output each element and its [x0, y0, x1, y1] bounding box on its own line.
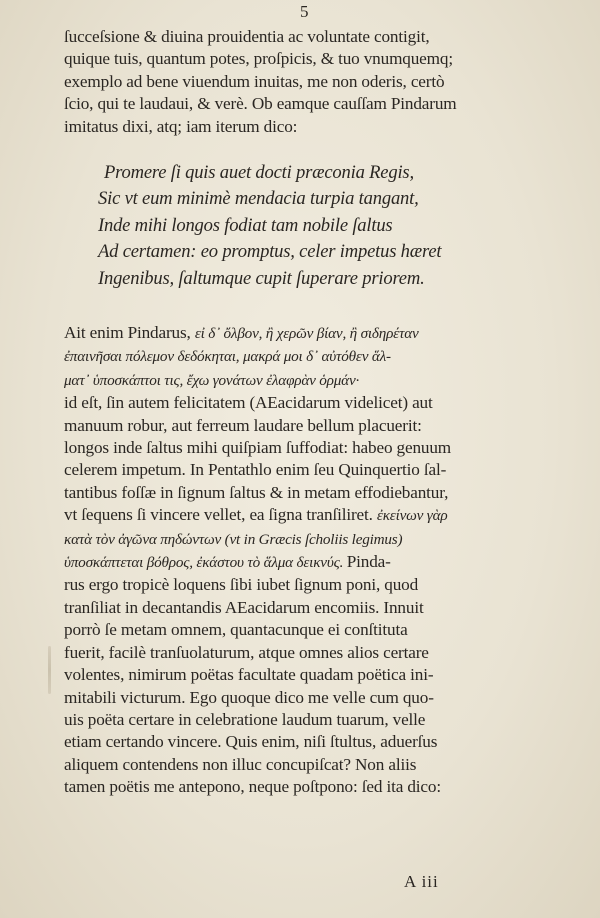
text-line: tamen poëtis me antepono, neque poſtpono: ſed ita dico:	[64, 777, 441, 797]
greek-text: ὑποσκάπτεται βόθρος, ἐκάστου τὸ ἅλμα δεικνύς.	[64, 554, 347, 572]
verse-line: Ad certamen: eo promptus, celer impetus hæret	[98, 241, 442, 263]
text-line	[64, 369, 548, 392]
prose-intro	[64, 26, 548, 138]
text-line: aliquem contendens non illuc concupiſcat? Non aliis	[64, 754, 417, 774]
text-line: imitatus dixi, atq; iam iterum dico:	[64, 116, 298, 136]
page-number: 5	[300, 2, 309, 21]
text-line	[64, 504, 548, 527]
greek-text: ματ᾽ ὑποσκάπτοι τις, ἔχω γονάτων ἐλαφρὰν ὁρμάν·	[64, 371, 360, 389]
greek-text: κατὰ τὸν ἀγῶνα πηδώντων (vt in Græcis ſcholiis legimus)	[64, 530, 403, 548]
text-line	[64, 345, 548, 368]
text-line: tranſiliat in decantandis AEacidarum encomiis. Innuit	[64, 597, 424, 617]
latin-text: vt ſequens ſi vincere vellet, ea ſigna tranſiliret.	[64, 505, 377, 525]
text-line: ſcio, qui te laudaui, & verè. Ob eamque cauſſam Pindarum	[64, 94, 457, 114]
prose-main	[64, 322, 548, 799]
text-line: manuum robur, aut ferreum laudare bellum placuerit:	[64, 415, 422, 435]
greek-text: ἐπαινῆσαι πόλεμον δεδόκηται, μακρά μοι δ᾽ αὐτόθεν ἅλ-	[64, 348, 391, 366]
text-line: longos inde ſaltus mihi quiſpiam ſuffodiat: habeo genuum	[64, 438, 452, 458]
greek-text: εἰ δ᾽ ὄλβον, ἢ χερῶν βίαν, ἢ σιδηρέταν	[194, 325, 419, 342]
verse-line: Inde mihi longos fodiat tam nobile ſaltus	[98, 214, 393, 236]
verse-block	[98, 160, 548, 292]
text-line: fuerit, facilè tranſuolaturum, atque omnes alios certare	[64, 642, 429, 662]
text-line: celerem impetum. In Pentathlo enim ſeu Quinquertio ſal-	[64, 460, 447, 480]
text-line: quique tuis, quantum potes, proſpicis, & tuo vnumquemq;	[64, 49, 453, 69]
signature-mark: A iii	[404, 872, 439, 891]
verse-line: Promere ſi quis auet docti præconia Regis,	[104, 162, 414, 183]
verse-line: Ingenibus, ſaltumque cupit ſuperare priorem.	[98, 267, 425, 289]
text-line: etiam certando vincere. Quis enim, niſi ſtultus, aduerſus	[64, 732, 438, 752]
text-line	[64, 528, 548, 551]
text-line: porrò ſe metam omnem, quantacunque ei conſtituta	[64, 620, 408, 640]
text-line: rus ergo tropicè loquens ſibi iubet ſignum poni, quod	[64, 575, 419, 595]
paper-mark	[48, 646, 51, 694]
verse-line: Sic vt eum minimè mendacia turpia tangant,	[98, 188, 419, 210]
text-line	[64, 551, 548, 574]
text-line: volentes, nimirum poëtas facultate quadam poëtica ini-	[64, 665, 434, 685]
text-line: ſucceſsione & diuina prouidentia ac voluntate contigit,	[64, 27, 430, 46]
text-line: exemplo ad bene viuendum inuitas, me non oderis, certò	[64, 71, 445, 91]
text-line: mitabili victurum. Ego quoque dico me velle cum quo-	[64, 687, 434, 707]
greek-text: ἐκείνων γὰρ	[376, 507, 448, 525]
text-line	[64, 322, 548, 345]
text-line: tantibus foſſæ in ſignum ſaltus & in metam effodiebantur,	[64, 482, 449, 502]
latin-text: Ait enim Pindarus,	[64, 323, 195, 342]
latin-text: Pinda-	[346, 552, 391, 572]
text-line: id eſt, ſin autem felicitatem (AEacidarum videlicet) aut	[64, 393, 433, 413]
text-line: uis poëta certare in celebratione laudum tuarum, velle	[64, 709, 426, 729]
